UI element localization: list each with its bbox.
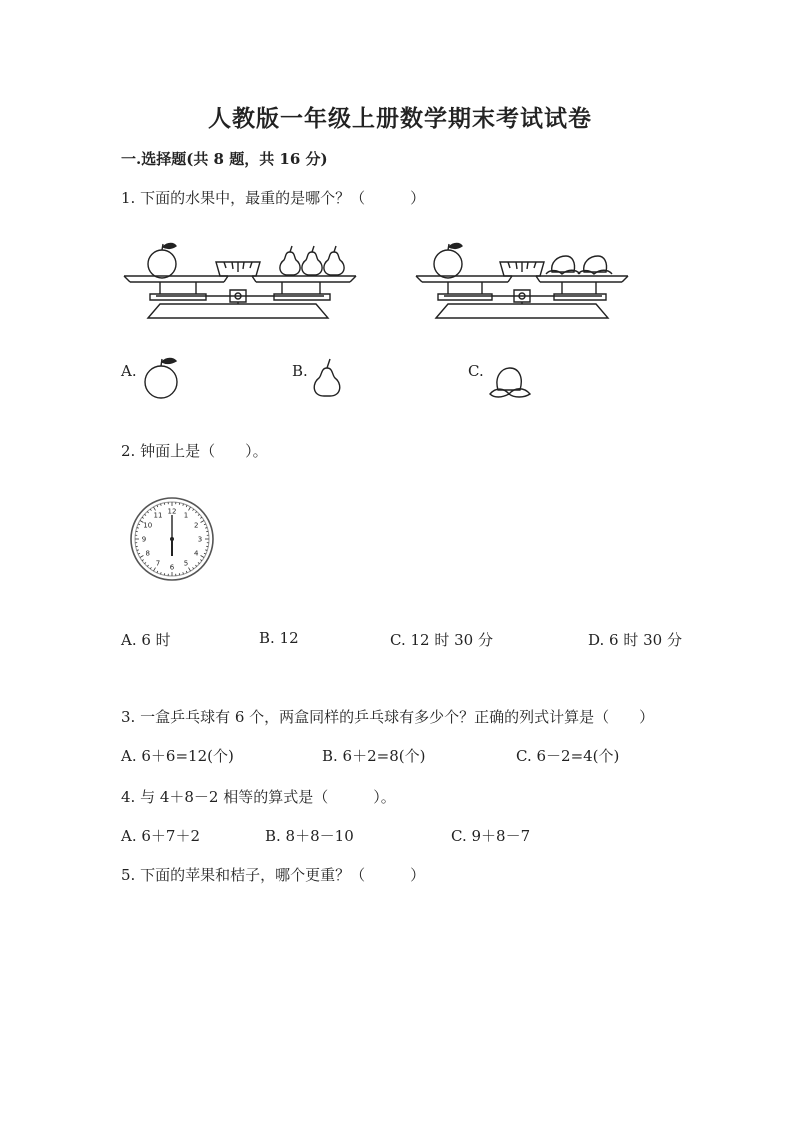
pear-icon — [310, 356, 344, 398]
clock-tick — [193, 567, 194, 569]
option-3c[interactable]: C. 6－2=4(个) — [516, 747, 620, 765]
clock-tick — [154, 507, 156, 510]
clock-tick — [142, 560, 144, 561]
option-3a[interactable]: A. 6＋6=12(个) — [121, 747, 234, 765]
balance-scale-apple-pears — [120, 238, 360, 320]
clock-tick — [195, 565, 196, 566]
clock-number: 3 — [197, 535, 203, 544]
clock-tick — [150, 509, 151, 511]
option-1a-label[interactable]: A. — [121, 362, 137, 380]
clock-face — [130, 497, 214, 581]
clock-tick — [205, 528, 207, 529]
clock-number: 11 — [153, 511, 163, 520]
clock-tick — [142, 517, 144, 518]
clock-tick — [145, 514, 146, 515]
clock-tick — [200, 560, 202, 561]
clock-number: 1 — [183, 511, 189, 520]
clock-tick — [161, 504, 162, 506]
clock-number: 12 — [167, 507, 177, 516]
question-1-text: 1. 下面的水果中，最重的是哪个？（ ） — [121, 189, 426, 207]
clock-tick — [147, 512, 148, 513]
option-2d[interactable]: D. 6 时 30 分 — [588, 631, 682, 649]
clock-number: 7 — [155, 559, 161, 568]
section-header: 一.选择题(共 8 题，共 16 分) — [121, 150, 328, 168]
clock-tick — [138, 524, 140, 525]
clock-tick — [189, 568, 191, 571]
clock-number: 4 — [194, 549, 199, 558]
page-title: 人教版一年级上册数学期末考试试卷 — [208, 105, 592, 132]
apple-icon — [138, 356, 184, 400]
option-1c-label[interactable]: C. — [468, 362, 484, 380]
clock-tick — [198, 562, 199, 563]
clock-tick — [201, 556, 204, 558]
clock-number: 10 — [143, 521, 153, 530]
clock-tick — [157, 505, 158, 507]
clock-number: 9 — [141, 535, 147, 544]
clock-tick — [198, 514, 199, 515]
question-3-text: 3. 一盒乒乓球有 6 个，两盒同样的乒乓球有多少个？正确的列式计算是（ ） — [121, 708, 655, 726]
clock-tick — [145, 562, 146, 563]
clock-tick — [138, 553, 140, 554]
clock-number: 8 — [145, 549, 150, 558]
option-2b[interactable]: B. 12 — [259, 629, 299, 647]
clock-tick — [189, 507, 191, 510]
clock-tick — [183, 572, 184, 574]
clock-tick — [183, 504, 184, 506]
clock-tick — [147, 565, 148, 566]
clock-tick — [150, 567, 151, 569]
option-1b-label[interactable]: B. — [292, 362, 308, 380]
clock-tick — [204, 524, 206, 525]
clock-number: 6 — [169, 563, 175, 572]
option-3b[interactable]: B. 6＋2=8(个) — [322, 747, 426, 765]
clock-tick — [201, 521, 204, 523]
peach-icon — [486, 364, 532, 400]
clock-tick — [161, 572, 162, 574]
clock-tick — [137, 528, 139, 529]
clock-tick — [137, 550, 139, 551]
clock-number: 5 — [183, 559, 189, 568]
question-4-text: 4. 与 4＋8－2 相等的算式是（ ）。 — [121, 788, 396, 806]
clock-tick — [186, 505, 187, 507]
clock-tick — [205, 550, 207, 551]
clock-tick — [186, 571, 187, 573]
option-4b[interactable]: B. 8＋8－10 — [265, 827, 354, 845]
question-5-text: 5. 下面的苹果和桔子，哪个更重？（ ） — [121, 866, 426, 884]
option-4a[interactable]: A. 6＋7＋2 — [121, 827, 200, 845]
clock-tick — [193, 509, 194, 511]
clock-tick — [154, 568, 156, 571]
clock-tick — [140, 556, 143, 558]
option-4c[interactable]: C. 9＋8－7 — [451, 827, 531, 845]
option-2a[interactable]: A. 6 时 — [121, 631, 171, 649]
clock-tick — [157, 571, 158, 573]
clock-tick — [195, 512, 196, 513]
question-2-text: 2. 钟面上是（ ）。 — [121, 442, 268, 460]
clock-tick — [200, 517, 202, 518]
option-2c[interactable]: C. 12 时 30 分 — [390, 631, 493, 649]
balance-scale-apple-peaches — [412, 238, 632, 320]
clock-tick — [204, 553, 206, 554]
clock-number: 2 — [194, 521, 199, 530]
